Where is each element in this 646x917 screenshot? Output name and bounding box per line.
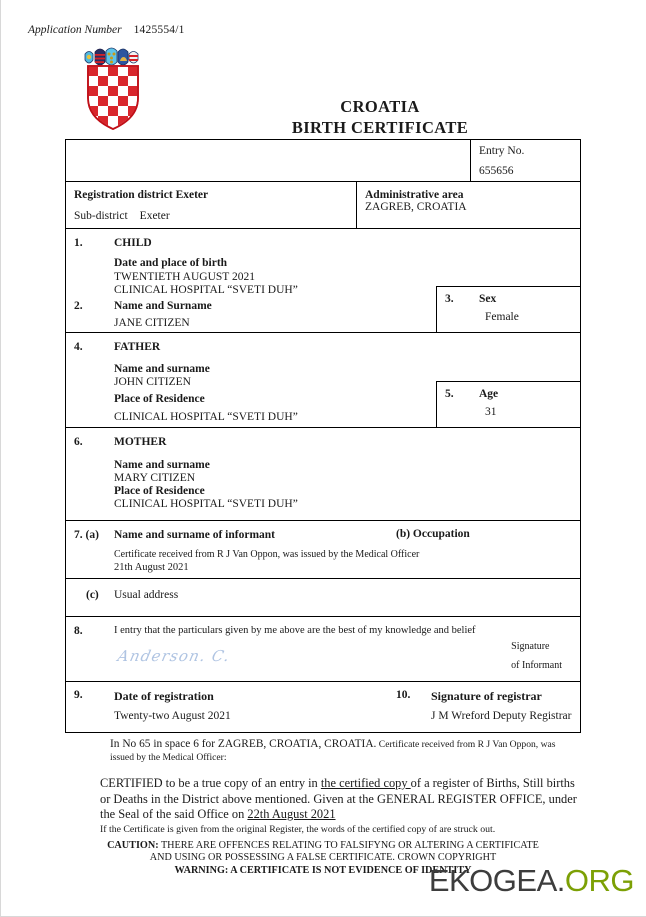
signature-of-informant-label: [511, 637, 562, 675]
mother-heading: MOTHER: [114, 436, 167, 448]
application-number-label: Application Number: [28, 24, 122, 36]
certificate-title: [180, 96, 580, 138]
declaration-section-number: 8.: [74, 625, 83, 637]
sub-district: [74, 210, 170, 222]
sex-value: Female: [485, 311, 519, 323]
registrar-section-number: 10.: [396, 689, 411, 701]
ekogea-logo-tld: ORG: [564, 863, 634, 898]
child-dob-label: Date and place of birth: [114, 257, 228, 269]
administrative-area-label: Administrative area: [365, 189, 464, 201]
footer-note: [110, 738, 580, 764]
father-name-label: Name and surname: [114, 363, 210, 375]
struck-out-note: If the Certificate is given from the original Register, the words of the certified copy of are struck out.: [100, 824, 496, 835]
mother-section-number: 6.: [74, 436, 83, 448]
informant-signature: Anderson. C.: [116, 647, 233, 665]
row-entry-no: [66, 140, 580, 182]
child-name-value: JANE CITIZEN: [114, 317, 190, 329]
row-declaration: [66, 617, 580, 682]
child-birth-place-value: CLINICAL HOSPITAL “SVETI DUH”: [114, 284, 298, 296]
administrative-area-cell: [356, 182, 580, 228]
certified-part-a: CERTIFIED to be a true copy of an entry in: [100, 776, 321, 790]
registration-district-label: Registration district Exeter: [74, 189, 209, 201]
usual-address-letter: (c): [86, 589, 99, 601]
row-child: [66, 229, 580, 333]
row-father: [66, 333, 580, 428]
informant-name-label: Name and surname of informant: [114, 529, 275, 541]
sub-district-label: Sub-district: [74, 210, 128, 222]
signature-of-registrar-label: Signature of registrar: [431, 689, 542, 703]
certified-paragraph: [100, 776, 586, 823]
caution-line-1: [65, 840, 581, 852]
certified-underline-1: the certified copy: [320, 776, 411, 790]
date-of-registration-label: Date of registration: [114, 689, 214, 703]
entry-no-value: 655656: [479, 165, 514, 177]
father-residence-value: CLINICAL HOSPITAL “SVETI DUH”: [114, 411, 298, 423]
signature-of-registrar-value: J M Wreford Deputy Registrar: [431, 710, 572, 722]
certified-underline-2: 22th August 2021: [247, 807, 336, 821]
certificate-table: [65, 139, 581, 733]
sex-cell: [436, 286, 580, 332]
signature-label-line-2: of Informant: [511, 660, 562, 671]
age-cell: [436, 381, 580, 427]
date-of-registration-value: Twenty-two August 2021: [114, 710, 231, 722]
row-registration: [66, 682, 580, 732]
child-name-label: Name and Surname: [114, 300, 212, 312]
informant-line-2: 21th August 2021: [114, 562, 189, 573]
ekogea-logo-name: EKOGEA.: [428, 863, 565, 898]
child-dob-value: TWENTIETH AUGUST 2021: [114, 271, 255, 283]
usual-address-label: Usual address: [114, 589, 179, 601]
child-name-section-number: 2.: [74, 300, 83, 312]
footer-note-line-1-small: Certificate received from R J Van Oppon, was: [378, 739, 556, 750]
ekogea-logo: [429, 863, 634, 899]
row-mother: [66, 428, 580, 521]
mother-residence-label: Place of Residence: [114, 485, 205, 497]
child-heading: CHILD: [114, 237, 152, 249]
registration-section-number: 9.: [74, 689, 83, 701]
father-section-number: 4.: [74, 341, 83, 353]
footer-note-line-2: issued by the Medical Officer:: [110, 752, 227, 763]
title-document: BIRTH CERTIFICATE: [291, 118, 469, 137]
sub-district-value: Exeter: [139, 210, 170, 222]
sex-label: Sex: [479, 293, 497, 305]
father-residence-label: Place of Residence: [114, 393, 205, 405]
father-heading: FATHER: [114, 341, 161, 353]
informant-occupation-label: (b) Occupation: [396, 528, 470, 540]
mother-residence-value: CLINICAL HOSPITAL “SVETI DUH”: [114, 498, 298, 510]
administrative-area-value: ZAGREB, CROATIA: [365, 201, 467, 213]
sex-section-number: 3.: [445, 293, 454, 305]
age-section-number: 5.: [445, 388, 454, 400]
entry-no-label: Entry No.: [479, 145, 525, 157]
age-label: Age: [479, 388, 499, 400]
certified-part-b: of a register of Births, Still births or Deaths in the District above mentioned. Given at the GENERAL REGISTER OFFICE, under the Seal of the said Office on: [100, 776, 577, 821]
informant-line-1: Certificate received from R J Van Oppon, was issued by the Medical Officer: [114, 549, 420, 560]
row-registration-district: [66, 182, 580, 229]
application-number: [28, 24, 185, 36]
registration-district-cell: [66, 182, 356, 228]
father-name-value: JOHN CITIZEN: [114, 376, 191, 388]
declaration-text: I entry that the particulars given by me above are the best of my knowledge and belief: [114, 625, 476, 636]
mother-name-label: Name and surname: [114, 459, 210, 471]
row-usual-address: [66, 579, 580, 617]
child-section-number: 1.: [74, 237, 83, 249]
page-edge-left: [0, 0, 1, 917]
caution-keyword: CAUTION:: [107, 840, 159, 851]
caution-line-1-text: THERE ARE OFFENCES RELATING TO FALSIFYNG OR ALTERING A CERTIFICATE: [158, 840, 539, 851]
caution-line-3: WARNING: A CERTIFICATE IS NOT EVIDENCE OF IDENTITY: [174, 864, 472, 876]
age-value: 31: [485, 406, 497, 418]
footer-note-line-1: In No 65 in space 6 for ZAGREB, CROATIA, CROATIA.: [110, 738, 377, 750]
entry-no-cell: [470, 140, 580, 181]
row-informant: [66, 521, 580, 579]
signature-label-line-1: Signature: [511, 641, 550, 652]
informant-section-number: 7. (a): [74, 529, 99, 541]
application-number-value: 1425554/1: [133, 24, 185, 36]
caution-line-2: AND USING OR POSSESSING A FALSE CERTIFICATE. CROWN COPYRIGHT: [149, 852, 497, 864]
croatia-coat-of-arms-icon: [82, 46, 144, 132]
mother-name-value: MARY CITIZEN: [114, 472, 196, 484]
title-country: CROATIA: [340, 97, 420, 116]
